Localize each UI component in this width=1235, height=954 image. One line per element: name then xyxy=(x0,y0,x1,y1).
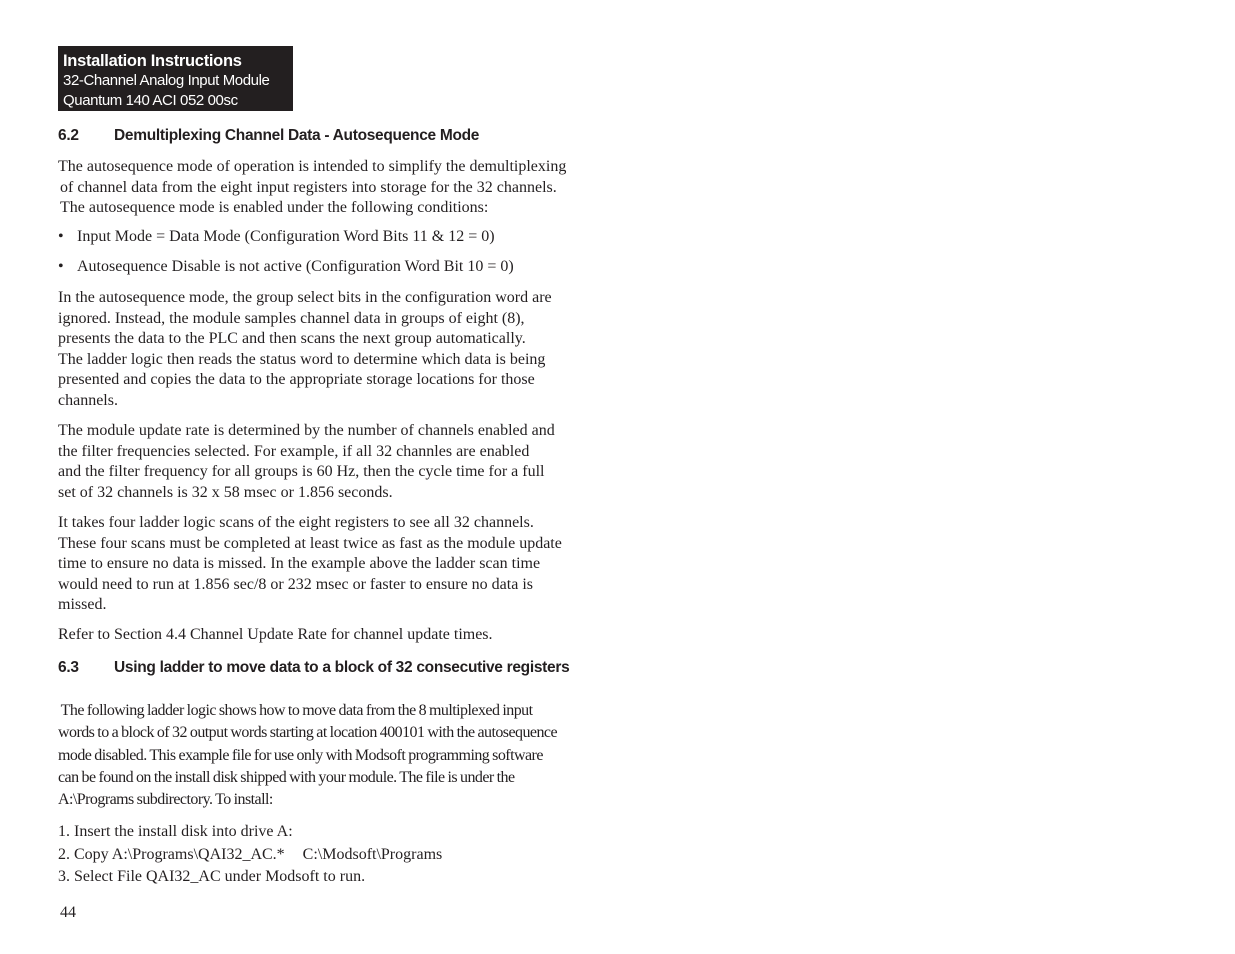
install-step-destination: C:\Modsoft\Programs xyxy=(302,845,443,863)
text-line: time to ensure no data is missed. In the example above the ladder scan time xyxy=(58,555,541,573)
text-line: It takes four ladder logic scans of the eight registers to see all 32 channels. xyxy=(58,514,534,531)
text-line: can be found on the install disk shipped with your module. The file is under the xyxy=(58,768,515,786)
section-6-3-paragraph xyxy=(58,700,582,811)
text-line: The autosequence mode of operation is intended to simplify the demultiplexing xyxy=(58,158,567,175)
text-line: The following ladder logic shows how to move data from the 8 multiplexed input xyxy=(58,702,533,719)
text-line: These four scans must be completed at least twice as fast as the module update xyxy=(58,534,562,552)
section-6-2-paragraph-ladder-scans xyxy=(58,513,582,616)
text-line: The ladder logic then reads the status word to determine which data is being xyxy=(58,350,546,368)
install-steps-list xyxy=(58,821,442,889)
section-6-2-title: Demultiplexing Channel Data - Autosequence Mode xyxy=(114,127,480,144)
text-line: and the filter frequency for all groups is 60 Hz, then the cycle time for a full xyxy=(58,463,545,481)
text-line: missed. xyxy=(58,596,107,614)
text-line: mode disabled. This example file for use only with Modsoft programming software xyxy=(58,746,543,764)
header-model-number: Quantum 140 ACI 052 00sc xyxy=(63,92,238,109)
header-module-name: 32-Channel Analog Input Module xyxy=(63,72,270,89)
section-6-2-number: 6.2 xyxy=(58,127,79,144)
text-line: Refer to Section 4.4 Channel Update Rate for channel update times. xyxy=(58,626,493,643)
section-6-3-number: 6.3 xyxy=(58,659,79,676)
document-header-box xyxy=(58,46,293,111)
section-6-2-paragraph-reference xyxy=(58,625,582,646)
bullet-item xyxy=(58,228,495,246)
text-line: presented and copies the data to the appropriate storage locations for those xyxy=(58,371,535,389)
text-line: of channel data from the eight input registers into storage for the 32 channels. xyxy=(60,178,557,196)
text-line: The module update rate is determined by the number of channels enabled and xyxy=(58,422,555,439)
bullet-text: Input Mode = Data Mode (Configuration Word Bits 11 & 12 = 0) xyxy=(77,228,495,245)
text-line: set of 32 channels is 32 x 58 msec or 1.856 seconds. xyxy=(58,483,393,501)
text-line: words to a block of 32 output words starting at location 400101 with the autosequence xyxy=(58,724,558,742)
text-line: channels. xyxy=(58,391,118,409)
section-6-2-paragraph-autosequence xyxy=(58,288,582,412)
section-6-2-heading xyxy=(58,127,479,145)
install-step xyxy=(58,844,442,867)
section-6-3-heading xyxy=(58,659,569,677)
bullet-dot-icon: • xyxy=(58,258,64,275)
text-line: A:\Programs subdirectory. To install: xyxy=(58,791,273,809)
install-step: 1. Insert the install disk into drive A: xyxy=(58,823,293,840)
bullet-text: Autosequence Disable is not active (Configuration Word Bit 10 = 0) xyxy=(77,258,514,275)
section-6-2-paragraph-update-rate xyxy=(58,421,582,503)
text-line: ignored. Instead, the module samples channel data in groups of eight (8), xyxy=(58,309,525,327)
text-line: would need to run at 1.856 sec/8 or 232 msec or faster to ensure no data is xyxy=(58,575,533,593)
bullet-dot-icon: • xyxy=(58,228,64,245)
section-6-2-intro xyxy=(58,157,582,219)
install-step: 3. Select File QAI32_AC under Modsoft to run. xyxy=(58,868,366,885)
header-title: Installation Instructions xyxy=(63,52,242,70)
text-line: In the autosequence mode, the group select bits in the configuration word are xyxy=(58,289,552,306)
install-step-source: 2. Copy A:\Programs\QAI32_AC.* xyxy=(58,845,285,863)
bullet-item xyxy=(58,258,514,276)
section-6-3-title: Using ladder to move data to a block of 32 consecutive registers xyxy=(114,659,570,676)
page-number: 44 xyxy=(60,904,76,921)
text-line: the filter frequencies selected. For example, if all 32 channles are enabled xyxy=(58,442,530,460)
text-line: The autosequence mode is enabled under the following conditions: xyxy=(60,199,489,217)
text-line: presents the data to the PLC and then scans the next group automatically. xyxy=(58,330,526,348)
